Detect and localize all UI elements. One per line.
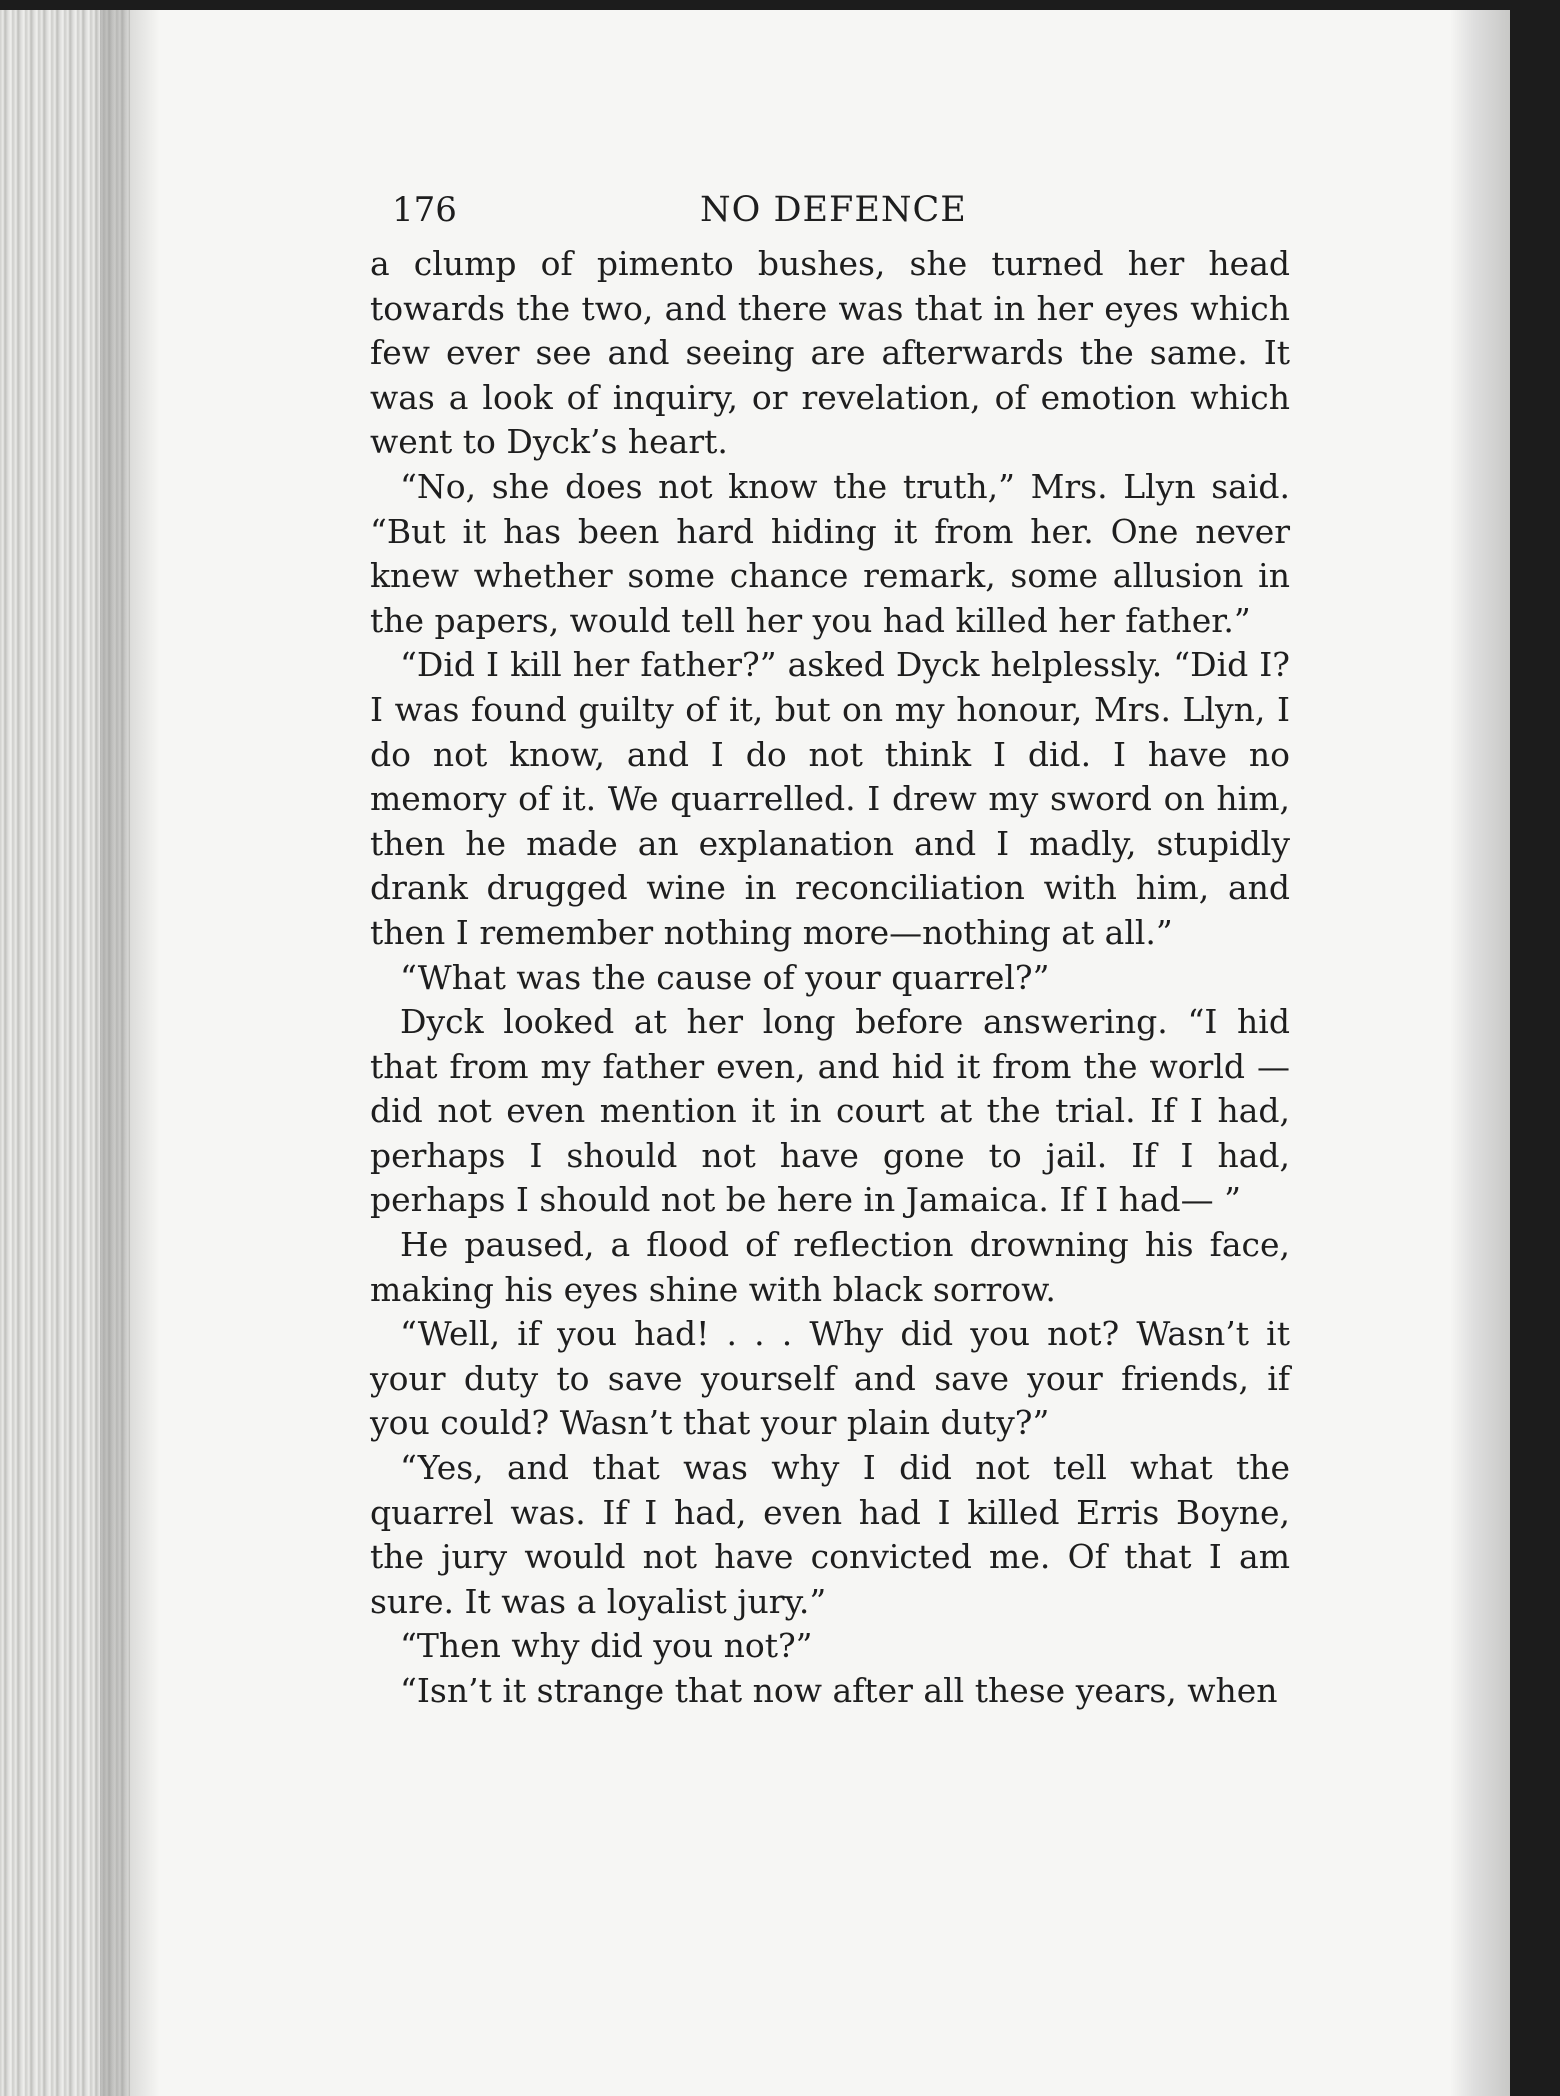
paragraph: He paused, a flood of reflection drowning his face, making his eyes shine with black sorrow. bbox=[370, 1225, 1290, 1309]
paragraph: “Yes, and that was why I did not tell what the quarrel was. If I had, even had I killed Erris Boyne, the jury would not have convicted me. Of that I am sure. It was a loyalist jury.” bbox=[370, 1448, 1290, 1621]
binding-shadow bbox=[100, 10, 160, 2096]
paragraph: “No, she does not know the truth,” Mrs. Llyn said. “But it has been hard hiding it from her. One never knew whether some chance remark, some allusion in the papers, would tell her you had killed her father.” bbox=[370, 466, 1290, 640]
paragraph: “What was the cause of your quarrel?” bbox=[400, 957, 1050, 997]
paragraph: “Did I kill her father?” asked Dyck helplessly. “Did I? I was found guilty of it, but on my honour, Mrs. Llyn, I do not know, and I do not think I did. I have no memory of it. We quarrelled. I drew my sword on him, then he made an explanation and I madly, stupidly drank drugged wine in reconciliation with him, and then I remember nothing more—nothing at all.” bbox=[370, 645, 1290, 952]
paragraph: “Isn’t it strange that now after all these years, when bbox=[400, 1671, 1278, 1710]
paragraph: a clump of pimento bushes, she turned her head towards the two, and there was that in her eyes which few ever see and seeing are afterwards the same. It was a look of inquiry, or revelation, of emotion which went to Dyck’s heart. bbox=[370, 244, 1290, 462]
running-title: NO DEFENCE bbox=[700, 190, 967, 230]
right-gutter bbox=[1450, 10, 1510, 2096]
paragraph: “Then why did you not?” bbox=[400, 1626, 813, 1666]
paragraph: Dyck looked at her long before answering. “I hid that from my father even, and hid it from the world —did not even mention it in court at the trial. If I had, perhaps I should not have gone to jail. If I had, perhaps I should not be here in Jamaica. If I had— ” bbox=[370, 1002, 1290, 1220]
paragraph: “Well, if you had! . . . Why did you not? Wasn’t it your duty to save yourself and save your friends, if you could? Wasn’t that your plain duty?” bbox=[370, 1314, 1290, 1443]
page-text bbox=[370, 170, 1290, 1714]
book-page bbox=[0, 10, 1510, 2096]
page-number: 176 bbox=[392, 190, 457, 230]
page-header bbox=[370, 170, 1290, 242]
